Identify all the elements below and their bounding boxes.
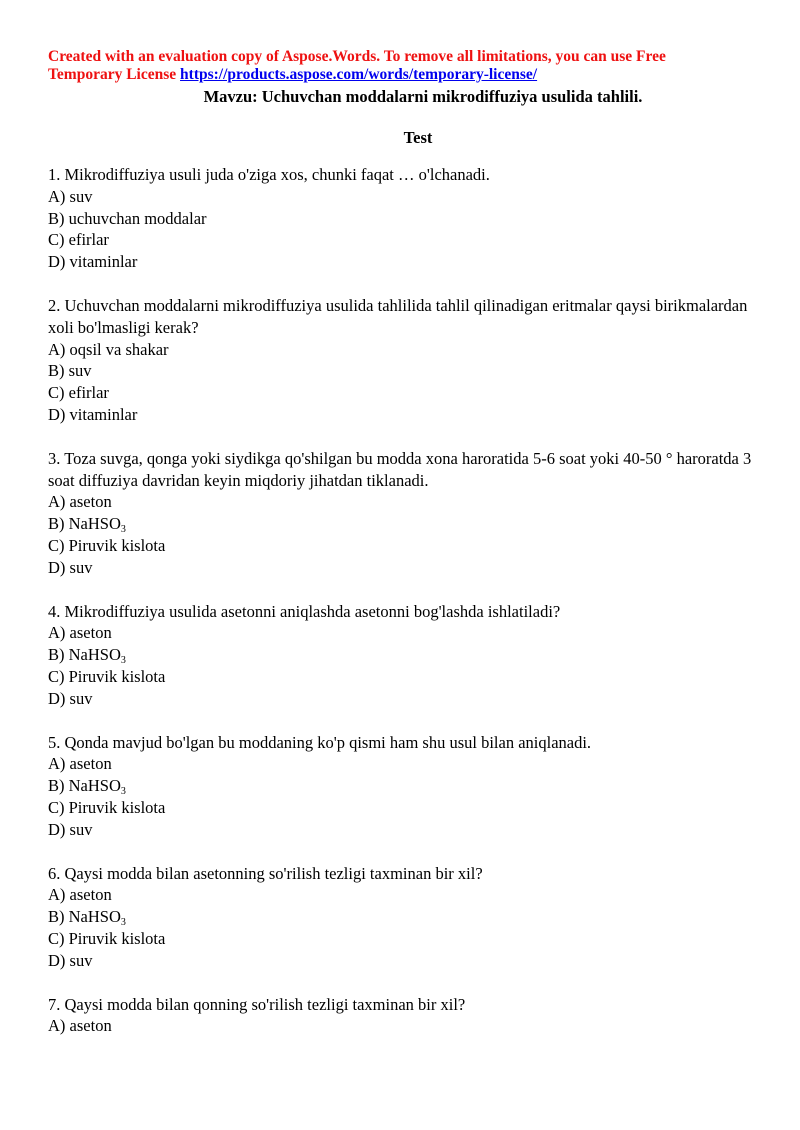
answer-option: A) aseton [48, 492, 112, 512]
evaluation-notice [48, 48, 758, 84]
question [48, 448, 758, 579]
answer-option: D) suv [48, 950, 93, 970]
question-text: 5. Qonda mavjud bo'lgan bu moddaning ko'p qismi ham shu usul bilan aniqlanadi. [48, 732, 592, 752]
answer-option: C) Piruvik kislota [48, 535, 166, 555]
evaluation-notice-line1: Created with an evaluation copy of Aspose.Words. To remove all limitations, you can use Free [48, 48, 666, 65]
evaluation-notice-line2: Temporary License [48, 66, 181, 83]
question [48, 732, 758, 841]
answer-option: D) suv [48, 557, 93, 577]
answer-option: B) uchuvchan moddalar [48, 208, 207, 228]
question-text: 1. Mikrodiffuziya usuli juda o'ziga xos, chunki faqat … o'lchanadi. [48, 165, 490, 184]
formula-text: B) NaHSO [48, 776, 121, 796]
question [48, 295, 758, 426]
formula-text: B) NaHSO [48, 645, 121, 665]
question-text: 2. Uchuvchan moddalarni mikrodiffuziya usulida tahlilida tahlil qilinadigan eritmalar qaysi birikmalardan xoli bo'lmasligi kerak? [48, 295, 748, 337]
answer-option [48, 775, 758, 797]
formula-subscript: 3 [120, 917, 126, 929]
formula-text: B) NaHSO [48, 907, 121, 927]
question-text: 7. Qaysi modda bilan qonning so'rilish tezligi taxminan bir xil? [48, 994, 466, 1014]
answer-option: D) vitaminlar [48, 404, 138, 424]
answer-option: B) suv [48, 361, 92, 381]
question [48, 863, 758, 972]
answer-option [48, 906, 758, 928]
answer-option: A) suv [48, 186, 93, 206]
question-text: 4. Mikrodiffuziya usulida asetonni aniqlashda asetonni bog'lashda ishlatiladi? [48, 601, 561, 621]
temporary-license-link[interactable]: https://products.aspose.com/words/temporary-license/ [180, 66, 538, 83]
question [48, 164, 758, 273]
formula-subscript: 3 [120, 524, 126, 536]
answer-option: C) Piruvik kislota [48, 928, 166, 948]
answer-option: D) vitaminlar [48, 252, 138, 272]
formula-text: B) NaHSO [48, 514, 121, 534]
document-title: Mavzu: Uchuvchan moddalarni mikrodiffuziya usulida tahlili. [203, 87, 643, 106]
answer-option: C) efirlar [48, 383, 109, 403]
question [48, 601, 758, 710]
answer-option: C) Piruvik kislota [48, 797, 166, 817]
answer-option: D) suv [48, 688, 93, 708]
answer-option: A) aseton [48, 1016, 112, 1036]
answer-option [48, 513, 758, 535]
question-text: 6. Qaysi modda bilan asetonning so'rilish tezligi taxminan bir xil? [48, 863, 483, 883]
document-subtitle: Test [403, 128, 433, 147]
document-page [48, 48, 758, 1037]
question-text: 3. Toza suvga, qonga yoki siydikga qo'shilgan bu modda xona haroratida 5-6 soat yoki 40-50 ° haroratda 3 soat diffuziya davridan keyin miqdoriy jihatdan tiklanadi. [48, 448, 752, 490]
formula-subscript: 3 [120, 655, 126, 667]
answer-option: A) aseton [48, 754, 112, 774]
formula-subscript: 3 [120, 786, 126, 798]
answer-option: C) efirlar [48, 230, 109, 250]
answer-option [48, 644, 758, 666]
answer-option: D) suv [48, 819, 93, 839]
answer-option: A) aseton [48, 885, 112, 905]
question [48, 994, 758, 1038]
answer-option: A) aseton [48, 623, 112, 643]
answer-option: C) Piruvik kislota [48, 666, 166, 686]
answer-option: A) oqsil va shakar [48, 339, 169, 359]
